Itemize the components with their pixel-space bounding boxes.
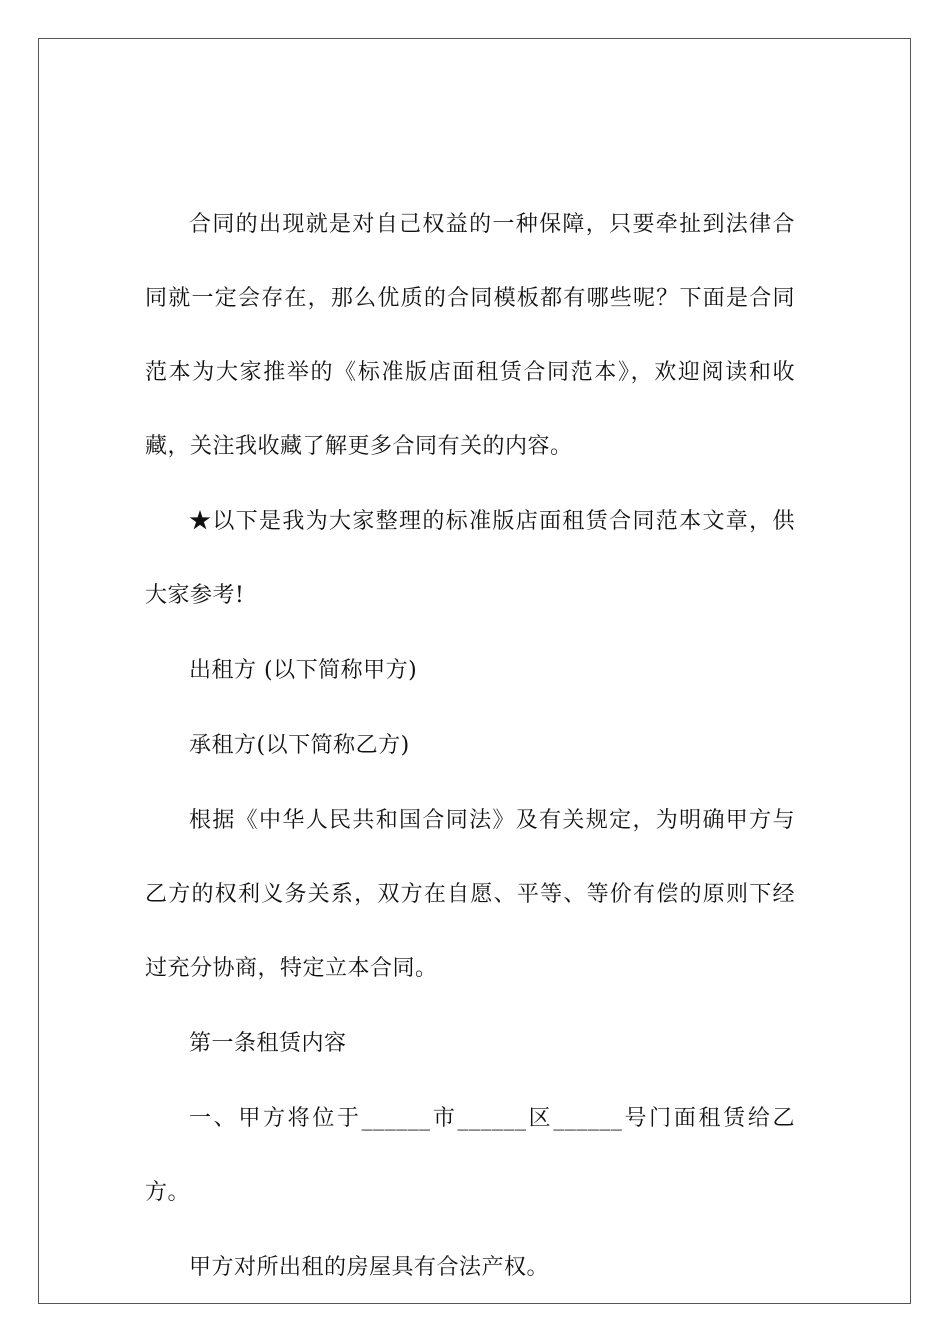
reference-note-paragraph: ★以下是我为大家整理的标准版店面租赁合同范本文章，供大家参考! <box>145 509 795 608</box>
clause-ownership: 甲方对所出租的房屋具有合法产权。 <box>189 1255 550 1280</box>
lessee-line: 承租方(以下简称乙方) <box>189 733 410 758</box>
legal-basis-paragraph: 根据《中华人民共和国合同法》及有关规定，为明确甲方与乙方的权利义务关系，双方在自愿、平等、等价有偿的原则下经过充分协商，特定立本合同。 <box>145 808 795 981</box>
intro-paragraph: 合同的出现就是对自己权益的一种保障，只要牵扯到法律合同就一定会存在，那么优质的合同模板都有哪些呢？下面是合同范本为大家推举的《标准版店面租赁合同范本》，欢迎阅读和收藏，关注我收藏了解更多合同有关的内容。 <box>145 212 795 459</box>
article-one-heading: 第一条租赁内容 <box>189 1031 347 1056</box>
clause-location: 一、甲方将位于______市______区______号门面租赁给乙方。 <box>145 1106 795 1205</box>
document-body <box>145 206 795 1324</box>
lessor-line: 出租方 (以下简称甲方) <box>189 658 418 683</box>
